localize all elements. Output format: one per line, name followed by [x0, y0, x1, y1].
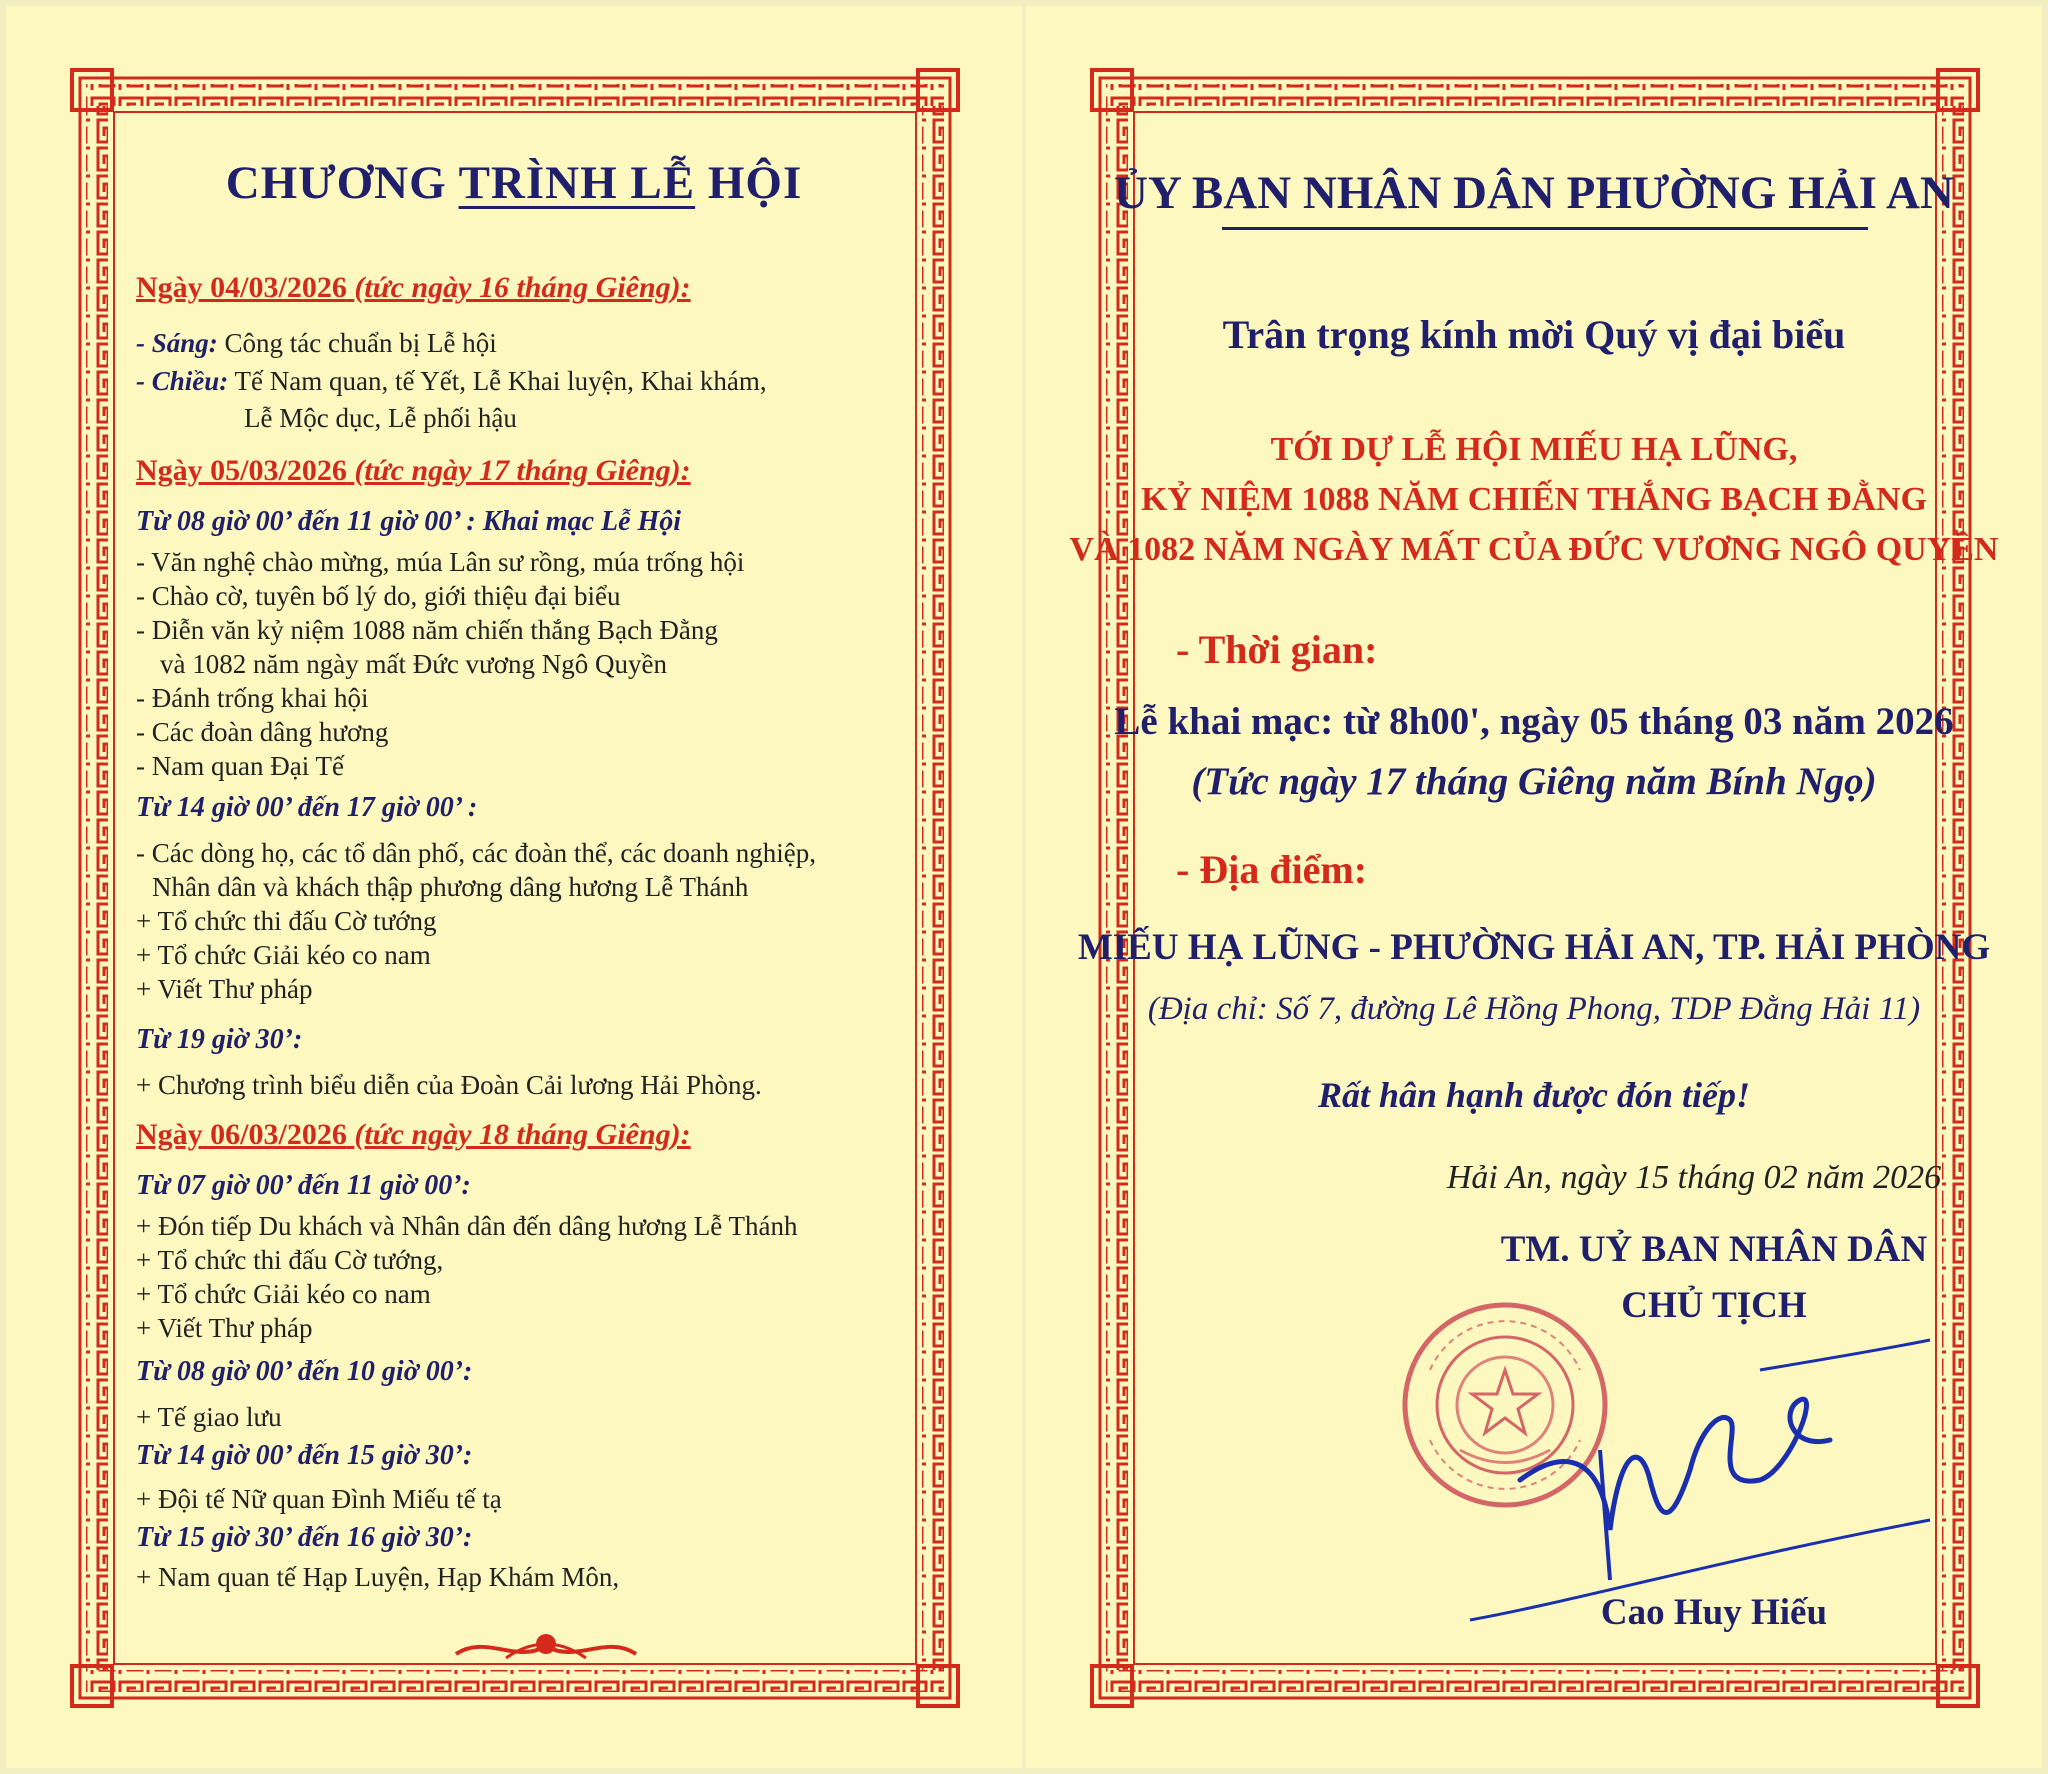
list-item: - Các đoàn dâng hương	[136, 717, 389, 747]
event-line-1: TỚI DỰ LỄ HỘI MIẾU HẠ LŨNG,	[1270, 431, 1798, 468]
program-title: CHƯƠNG TRÌNH LỄ HỘI	[225, 157, 803, 209]
invite-line: Trân trọng kính mời Quý vị đại biểu	[1222, 312, 1846, 357]
day1-heading: Ngày 04/03/2026 (tức ngày 16 tháng Giêng):	[136, 271, 691, 304]
day1-morning: - Sáng: Công tác chuẩn bị Lễ hội	[136, 328, 497, 358]
ornament-flourish-icon	[446, 1624, 646, 1668]
day3-session1: Từ 07 giờ 00’ đến 11 giờ 00’:	[136, 1170, 471, 1201]
signature-icon	[1460, 1330, 1940, 1640]
day2-session3: Từ 19 giờ 30’:	[136, 1024, 303, 1055]
list-item: - Các dòng họ, các tổ dân phố, các đoàn thể, các doanh nghiệp,	[136, 838, 816, 868]
list-item: - Diễn văn kỷ niệm 1088 năm chiến thắng Bạch Đằng	[136, 615, 718, 645]
list-item: Nhân dân và khách thập phương dâng hương Lễ Thánh	[152, 872, 749, 902]
day2-heading: Ngày 05/03/2026 (tức ngày 17 tháng Giêng):	[136, 454, 691, 487]
list-item: + Tổ chức Giải kéo co nam	[136, 1279, 431, 1309]
list-item: + Tổ chức Giải kéo co nam	[136, 940, 431, 970]
list-item: + Đón tiếp Du khách và Nhân dân đến dâng hương Lễ Thánh	[136, 1211, 798, 1241]
list-item: - Văn nghệ chào mừng, múa Lân sư rồng, múa trống hội	[136, 547, 745, 577]
list-item: + Nam quan tế Hạp Luyện, Hạp Khám Môn,	[136, 1562, 620, 1592]
sign-org: TM. UỶ BAN NHÂN DÂN	[1500, 1229, 1928, 1270]
title-underline	[1222, 227, 1868, 230]
org-title: ỦY BAN NHÂN DÂN PHƯỜNG HẢI AN	[1114, 167, 1954, 219]
list-item: - Nam quan Đại Tế	[136, 751, 344, 781]
time-value: Lễ khai mạc: từ 8h00', ngày 05 tháng 03 năm 2026	[1114, 700, 1954, 743]
day3-session2: Từ 08 giờ 00’ đến 10 giờ 00’:	[136, 1356, 473, 1387]
day1-afternoon: - Chiều: Tế Nam quan, tế Yết, Lễ Khai luyện, Khai khám,	[136, 366, 767, 396]
day2-session1: Từ 08 giờ 00’ đến 11 giờ 00’ : Khai mạc Lễ Hội	[136, 506, 682, 537]
list-item: - Đánh trống khai hội	[136, 683, 369, 713]
date-line: Hải An, ngày 15 tháng 02 năm 2026	[1446, 1159, 1942, 1196]
list-item: + Tổ chức thi đấu Cờ tướng	[136, 906, 437, 936]
list-item: + Tổ chức thi đấu Cờ tướng,	[136, 1245, 444, 1275]
sign-title: CHỦ TỊCH	[1621, 1285, 1807, 1326]
place-value: MIẾU HẠ LŨNG - PHƯỜNG HẢI AN, TP. HẢI PHÒNG	[1077, 927, 1991, 968]
program-panel	[6, 6, 1022, 1768]
time-lunar: (Tức ngày 17 tháng Giêng năm Bính Ngọ)	[1191, 760, 1877, 803]
list-item: + Viết Thư pháp	[136, 974, 313, 1004]
day3-heading: Ngày 06/03/2026 (tức ngày 18 tháng Giêng):	[136, 1118, 691, 1151]
event-line-3: VÀ 1082 NĂM NGÀY MẤT CỦA ĐỨC VƯƠNG NGÔ QUYỀN	[1069, 531, 1999, 568]
welcome-line: Rất hân hạnh được đón tiếp!	[1318, 1075, 1750, 1115]
signer-name: Cao Huy Hiếu	[1600, 1592, 1828, 1633]
place-label: - Địa điểm:	[1176, 847, 1368, 892]
list-item: - Chào cờ, tuyên bố lý do, giới thiệu đại biểu	[136, 581, 621, 611]
day1-afternoon-cont: Lễ Mộc dục, Lễ phối hậu	[244, 403, 517, 433]
list-item: + Tế giao lưu	[136, 1402, 282, 1432]
day3-session3: Từ 14 giờ 00’ đến 15 giờ 30’:	[136, 1440, 473, 1471]
list-item: + Viết Thư pháp	[136, 1313, 313, 1343]
day2-session2: Từ 14 giờ 00’ đến 17 giờ 00’ :	[136, 792, 478, 823]
day3-session4: Từ 15 giờ 30’ đến 16 giờ 30’:	[136, 1522, 473, 1553]
event-line-2: KỶ NIỆM 1088 NĂM CHIẾN THẮNG BẠCH ĐẰNG	[1140, 481, 1928, 518]
place-address: (Địa chỉ: Số 7, đường Lê Hồng Phong, TDP Đằng Hải 11)	[1147, 991, 1921, 1027]
list-item: + Chương trình biểu diễn của Đoàn Cải lương Hải Phòng.	[136, 1070, 762, 1100]
list-item: + Đội tế Nữ quan Đình Miếu tế tạ	[136, 1484, 502, 1514]
list-item: và 1082 năm ngày mất Đức vương Ngô Quyền	[160, 649, 667, 679]
time-label: - Thời gian:	[1176, 627, 1378, 672]
